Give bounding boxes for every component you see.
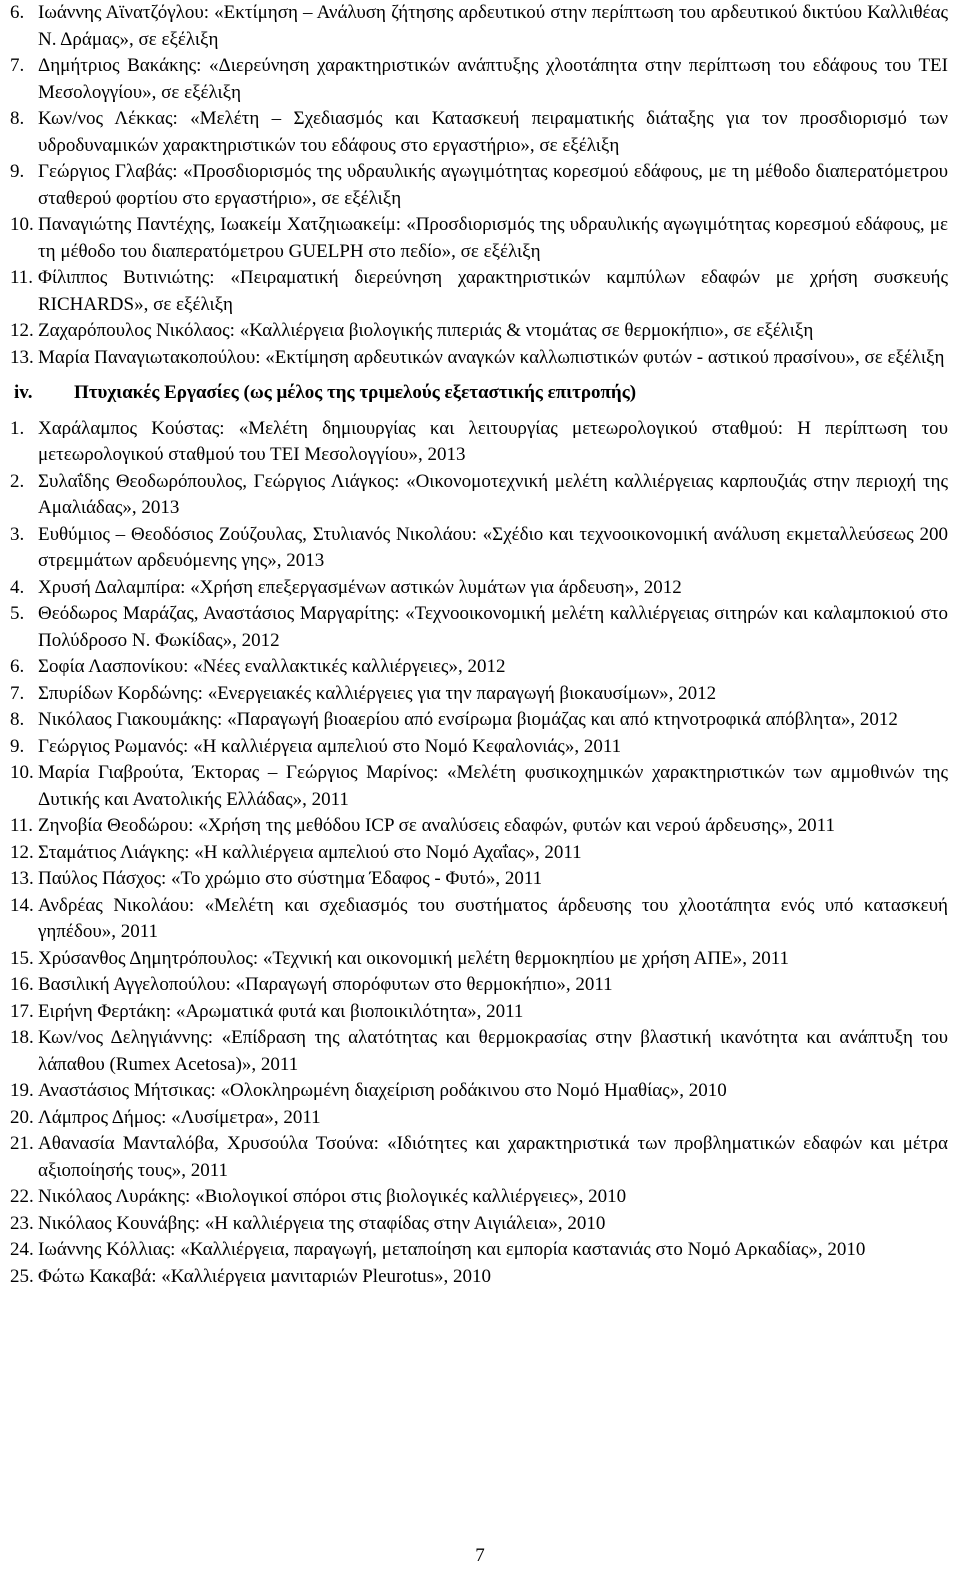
page-content <box>10 0 948 1290</box>
list-item-number: 13. <box>10 346 34 368</box>
list-item-number: 19. <box>10 1080 34 1101</box>
list-item-text: Γεώργιος Ρωμανός: «Η καλλιέργεια αμπελιού στο Νομό Κεφαλονιάς», 2011 <box>38 735 622 757</box>
list-item <box>10 106 948 159</box>
list-item-number: 7. <box>10 682 25 704</box>
list-item <box>10 1105 948 1132</box>
list-item <box>10 1237 948 1264</box>
list-item <box>10 1025 948 1078</box>
list-item-text: Νικόλαος Λυράκης: «Βιολογικοί σπόροι στις βιολογικές καλλιέργειες», 2010 <box>38 1186 627 1207</box>
list-item-number: 16. <box>10 974 34 995</box>
list-item <box>10 840 948 867</box>
list-item <box>10 972 948 999</box>
list-item-text: Δημήτριος Βακάκης: «Διερεύνηση χαρακτηριστικών ανάπτυξης χλοοτάπητα στην περίπτωση του εδάφους του ΤΕΙ Μεσολογγίου», σε εξέλιξη <box>38 55 948 103</box>
list-item <box>10 1264 948 1291</box>
list-item <box>10 575 948 602</box>
list-item-text: Χρυσή Δαλαμπίρα: «Χρήση επεξεργασμένων αστικών λυμάτων για άρδευση», 2012 <box>38 576 682 598</box>
list-item-text: Χαράλαμπος Κούστας: «Μελέτη δημιουργίας και λειτουργίας μετεωρολογικού σταθμού: Η περίπτωση του μετεωρολογικού σταθμού του ΤΕΙ Μεσολογγίου», 2013 <box>38 417 948 465</box>
list-item-text: Κων/νος Λέκκας: «Μελέτη – Σχεδιασμός και Κατασκευή πειραματικής διάταξης για τον προσδιορισμό των υδροδυναμικών χαρακτηριστικών του εδάφους στο εργαστήριο», σε εξέλιξη <box>38 108 948 156</box>
page-number: 7 <box>475 1545 485 1566</box>
list-item <box>10 681 948 708</box>
list-item-number: 9. <box>10 161 25 182</box>
list-item-number: 10. <box>10 762 34 783</box>
list-item-number: 12. <box>10 841 34 863</box>
list-item-text: Μαρία Παναγιωτακοπούλου: «Εκτίμηση αρδευτικών αναγκών καλλωπιστικών φυτών - αστικού πρασίνου», σε εξέλιξη <box>38 346 945 368</box>
list-item-text: Σοφία Λασπονίκου: «Νέες εναλλακτικές καλλιέργειες», 2012 <box>38 656 506 677</box>
list-item-text: Αναστάσιος Μήτσικας: «Ολοκληρωμένη διαχείριση ροδάκινου στο Νομό Ημαθίας», 2010 <box>38 1080 727 1101</box>
list-item-number: 12. <box>10 320 34 341</box>
list-item <box>10 866 948 893</box>
section-title: Πτυχιακές Εργασίες (ως μέλος της τριμελούς εξεταστικής επιτροπής) <box>74 382 637 403</box>
list-item-text: Μαρία Γιαβρούτα, Έκτορας – Γεώργιος Μαρίνος: «Μελέτη φυσικοχημικών χαρακτηριστικών των αμμοθινών της Δυτικής και Ανατολικής Ελλάδας», 2011 <box>38 762 948 810</box>
list-item <box>10 946 948 973</box>
list-item <box>10 53 948 106</box>
list-item-number: 24. <box>10 1239 34 1260</box>
list-item-text: Παύλος Πάσχος: «Το χρώμιο στο σύστημα Έδαφος - Φυτό», 2011 <box>38 868 543 889</box>
list-item-text: Παναγιώτης Παντέχης, Ιωακείμ Χατζηιωακείμ: «Προσδιορισμός της υδραυλικής αγωγιμότητας κορεσμού εδάφους, με τη μέθοδο του διαπερατόμετρου GUELPH στο πεδίο», σε εξέλιξη <box>38 214 948 262</box>
list-item <box>10 345 948 372</box>
list-item <box>10 760 948 813</box>
list-item-number: 7. <box>10 55 25 76</box>
list-item <box>10 1078 948 1105</box>
list-item-text: Θεόδωρος Μαράζας, Αναστάσιος Μαργαρίτης: «Τεχνοοικονομική μελέτη καλλιέργειας σιτηρών και καλαμποκιού στο Πολύδροσο Ν. Φωκίδας», 2012 <box>38 603 948 651</box>
list-item-text: Αθανασία Μανταλόβα, Χρυσούλα Τσούνα: «Ιδιότητες και χαρακτηριστικά των προβληματικών εδαφών και μέτρα αξιοποίησής τους», 2011 <box>38 1133 948 1181</box>
list-item-number: 21. <box>10 1133 34 1154</box>
list-item <box>10 469 948 522</box>
list-item-text: Ανδρέας Νικολάου: «Μελέτη και σχεδιασμός του συστήματος άρδευσης του χλοοτάπητα ενός υπό κατασκευή γηπέδου», 2011 <box>38 894 948 942</box>
list-item-number: 10. <box>10 214 34 235</box>
list-item <box>10 265 948 318</box>
list-item <box>10 999 948 1026</box>
list-item-number: 22. <box>10 1186 34 1207</box>
list-item-number: 13. <box>10 868 34 889</box>
list-item-text: Φώτω Κακαβά: «Καλλιέργεια μανιταριών Pleurotus», 2010 <box>38 1265 492 1287</box>
thesis-list-committee <box>10 416 948 1291</box>
list-item <box>10 416 948 469</box>
list-item <box>10 1211 948 1238</box>
list-item-number: 17. <box>10 1000 34 1022</box>
list-item <box>10 813 948 840</box>
list-item-text: Ιωάννης Αϊνατζόγλου: «Εκτίμηση – Ανάλυση ζήτησης αρδευτικού στην περίπτωση του αρδευτικού δικτύου Καλλιθέας Ν. Δράμας», σε εξέλιξη <box>38 2 948 50</box>
list-item-number: 23. <box>10 1212 34 1234</box>
list-item-number: 4. <box>10 576 25 598</box>
list-item-number: 11. <box>10 267 34 288</box>
list-item <box>10 522 948 575</box>
list-item-text: Ζαχαρόπουλος Νικόλαος: «Καλλιέργεια βιολογικής πιπεριάς & ντομάτας σε θερμοκήπιο», σε εξέλιξη <box>38 320 814 341</box>
list-item-number: 6. <box>10 656 25 677</box>
list-item <box>10 654 948 681</box>
list-item <box>10 318 948 345</box>
list-item-number: 9. <box>10 735 25 757</box>
list-item-number: 3. <box>10 523 25 545</box>
list-item <box>10 601 948 654</box>
list-item-number: 5. <box>10 603 25 624</box>
list-item-text: Φίλιππος Βυτινιώτης: «Πειραματική διερεύνηση χαρακτηριστικών καμπύλων εδαφών με χρήση συσκευής RICHARDS», σε εξέλιξη <box>38 267 948 315</box>
list-item-number: 2. <box>10 470 25 492</box>
section-heading <box>10 380 948 407</box>
list-item-text: Λάμπρος Δήμος: «Λυσίμετρα», 2011 <box>38 1106 321 1128</box>
list-item-number: 6. <box>10 2 25 23</box>
list-item <box>10 1184 948 1211</box>
list-item-text: Νικόλαος Γιακουμάκης: «Παραγωγή βιοαερίου από ενσίρωμα βιομάζας και από κτηνοτροφικά απόβλητα», 2012 <box>38 709 898 730</box>
list-item-number: 8. <box>10 709 25 730</box>
list-item-number: 8. <box>10 108 25 129</box>
list-item <box>10 893 948 946</box>
list-item-number: 20. <box>10 1106 34 1128</box>
list-item <box>10 1131 948 1184</box>
list-item-number: 14. <box>10 894 34 916</box>
thesis-list-in-progress <box>10 0 948 371</box>
list-item-number: 18. <box>10 1027 34 1048</box>
list-item-number: 15. <box>10 947 34 969</box>
list-item <box>10 734 948 761</box>
list-item-number: 25. <box>10 1265 34 1287</box>
list-item <box>10 159 948 212</box>
list-item-number: 11. <box>10 815 34 836</box>
list-item-text: Βασιλική Αγγελοπούλου: «Παραγωγή σπορόφυτων στο θερμοκήπιο», 2011 <box>38 974 613 995</box>
list-item-text: Ευθύμιος – Θεοδόσιος Ζούζουλας, Στυλιανός Νικολάου: «Σχέδιο και τεχνοοικονομική ανάλυση εκμεταλλεύσεως 200 στρεμμάτων αρδευόμενης γης», 2013 <box>38 523 948 571</box>
list-item-text: Γεώργιος Γλαβάς: «Προσδιορισμός της υδραυλικής αγωγιμότητας κορεσμού εδάφους, με τη μέθοδο διαπερατόμετρου σταθερού φορτίου στο εργαστήριο», σε εξέλιξη <box>38 161 948 209</box>
list-item-number: 1. <box>10 417 25 439</box>
list-item-text: Ιωάννης Κόλλιας: «Καλλιέργεια, παραγωγή, μεταποίηση και εμπορία καστανιάς στο Νομό Αρκαδίας», 2010 <box>38 1239 866 1260</box>
section-roman-numeral: iv. <box>14 382 33 403</box>
list-item <box>10 212 948 265</box>
list-item <box>10 707 948 734</box>
list-item-text: Ειρήνη Φερτάκη: «Αρωματικά φυτά και βιοποικιλότητα», 2011 <box>38 1000 524 1022</box>
list-item-text: Συλαΐδης Θεοδωρόπουλος, Γεώργιος Λιάγκος: «Οικονομοτεχνική μελέτη καλλιέργειας καρπουζιάς στην περιοχή της Αμαλιάδας», 2013 <box>38 470 948 518</box>
list-item-text: Χρύσανθος Δημητρόπουλος: «Τεχνική και οικονομική μελέτη θερμοκηπίου με χρήση ΑΠΕ», 2011 <box>38 947 789 969</box>
list-item-text: Κων/νος Δεληγιάννης: «Επίδραση της αλατότητας και θερμοκρασίας στην βλαστική ικανότητα και ανάπτυξη του λάπαθου (Rumex Acetosa)», 2011 <box>38 1027 948 1075</box>
list-item <box>10 0 948 53</box>
list-item-text: Σταμάτιος Λιάγκης: «Η καλλιέργεια αμπελιού στο Νομό Αχαΐας», 2011 <box>38 841 582 863</box>
list-item-text: Σπυρίδων Κορδώνης: «Ενεργειακές καλλιέργειες για την παραγωγή βιοκαυσίμων», 2012 <box>38 682 717 704</box>
list-item-text: Νικόλαος Κουνάβης: «Η καλλιέργεια της σταφίδας στην Αιγιάλεια», 2010 <box>38 1212 606 1234</box>
list-item-text: Ζηνοβία Θεοδώρου: «Χρήση της μεθόδου ICP σε αναλύσεις εδαφών, φυτών και νερού άρδευσης», 2011 <box>38 815 835 836</box>
